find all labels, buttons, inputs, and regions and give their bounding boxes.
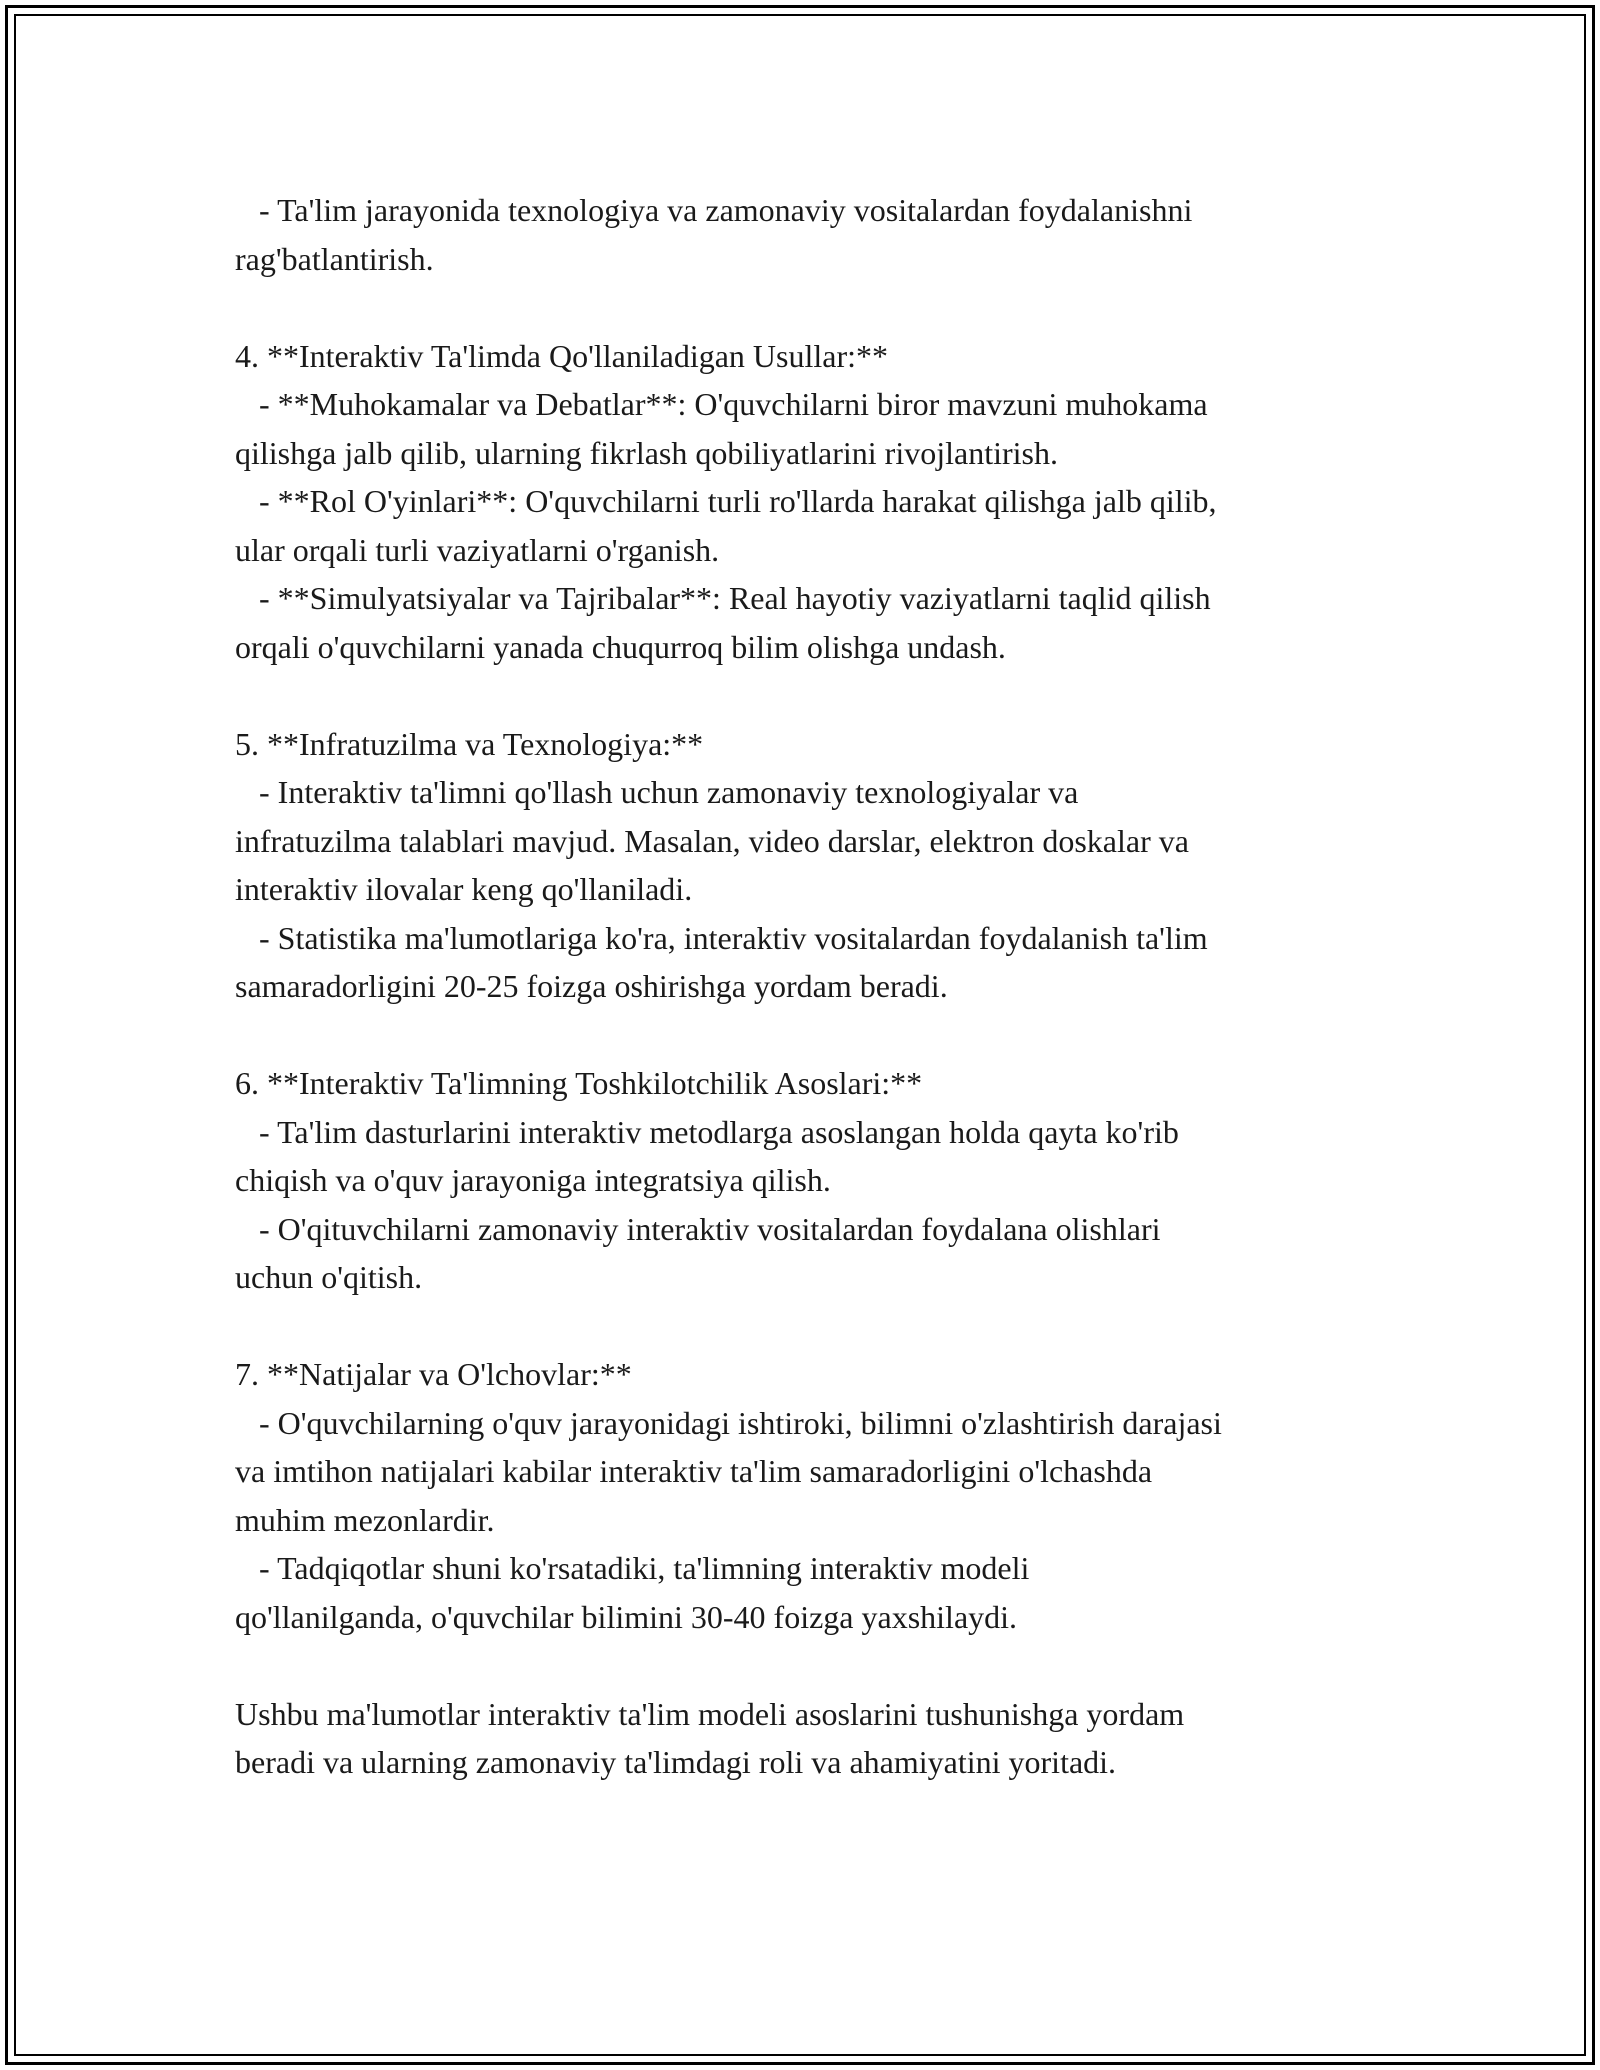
- section-heading: 6. **Interaktiv Ta'limning Toshkilotchilik Asoslari:**: [235, 1065, 923, 1101]
- text-line: - **Rol O'yinlari**: O'quvchilarni turli ro'llarda harakat qilishga jalb qilib,: [235, 483, 1217, 519]
- text-line: chiqish va o'quv jarayoniga integratsiya qilish.: [235, 1162, 831, 1198]
- blank-line: [235, 1302, 1385, 1351]
- conclusion-line: Ushbu ma'lumotlar interaktiv ta'lim modeli asoslarini tushunishga yordam: [235, 1695, 1185, 1732]
- text-line: qilishga jalb qilib, ularning fikrlash qobiliyatlarini rivojlantirish.: [235, 434, 1058, 471]
- text-line: infratuzilma talablari mavjud. Masalan, video darslar, elektron doskalar va: [235, 822, 1189, 859]
- text-line: samaradorligini 20-25 foizga oshirishga yordam beradi.: [235, 968, 948, 1004]
- text-line: - Interaktiv ta'limni qo'llash uchun zamonaviy texnologiyalar va: [235, 774, 1079, 810]
- blank-line: [235, 671, 1385, 720]
- blank-line: [235, 1011, 1385, 1060]
- text-line: orqali o'quvchilarni yanada chuqurroq bilim olishga undash.: [235, 628, 1006, 665]
- text-line: - Ta'lim jarayonida texnologiya va zamonaviy vositalardan foydalanishni: [235, 192, 1193, 228]
- text-line: rag'batlantirish.: [235, 240, 434, 277]
- blank-line: [235, 283, 1385, 332]
- text-line: uchun o'qitish.: [235, 1259, 423, 1295]
- text-line: - Statistika ma'lumotlariga ko'ra, interaktiv vositalardan foydalanish ta'lim: [235, 919, 1208, 956]
- text-line: ular orqali turli vaziyatlarni o'rganish.: [235, 531, 720, 568]
- section-heading: 4. **Interaktiv Ta'limda Qo'llaniladigan Usullar:**: [235, 337, 888, 374]
- blank-line: [235, 1641, 1385, 1690]
- text-line: qo'llanilganda, o'quvchilar bilimini 30-40 foizga yaxshilaydi.: [235, 1598, 1018, 1635]
- text-line: - Tadqiqotlar shuni ko'rsatadiki, ta'limning interaktiv modeli: [235, 1550, 1030, 1586]
- document-body: [235, 186, 1385, 1787]
- text-line: interaktiv ilovalar keng qo'llaniladi.: [235, 871, 693, 907]
- text-line: - Ta'lim dasturlarini interaktiv metodlarga asoslangan holda qayta ko'rib: [235, 1113, 1179, 1150]
- text-line: muhim mezonlardir.: [235, 1501, 495, 1538]
- conclusion-line: beradi va ularning zamonaviy ta'limdagi roli va ahamiyatini yoritadi.: [235, 1744, 1117, 1780]
- section-heading: 5. **Infratuzilma va Texnologiya:**: [235, 725, 704, 762]
- text-line: - **Simulyatsiyalar va Tajribalar**: Real hayotiy vaziyatlarni taqlid qilish: [235, 580, 1211, 616]
- text-line: va imtihon natijalari kabilar interaktiv ta'lim samaradorligini o'lchashda: [235, 1453, 1153, 1489]
- section-heading: 7. **Natijalar va O'lchovlar:**: [235, 1356, 632, 1392]
- text-line: - **Muhokamalar va Debatlar**: O'quvchilarni biror mavzuni muhokama: [235, 386, 1208, 422]
- text-line: - O'qituvchilarni zamonaviy interaktiv vositalardan foydalana olishlari: [235, 1210, 1161, 1247]
- text-line: - O'quvchilarning o'quv jarayonidagi ishtiroki, bilimni o'zlashtirish darajasi: [235, 1404, 1222, 1441]
